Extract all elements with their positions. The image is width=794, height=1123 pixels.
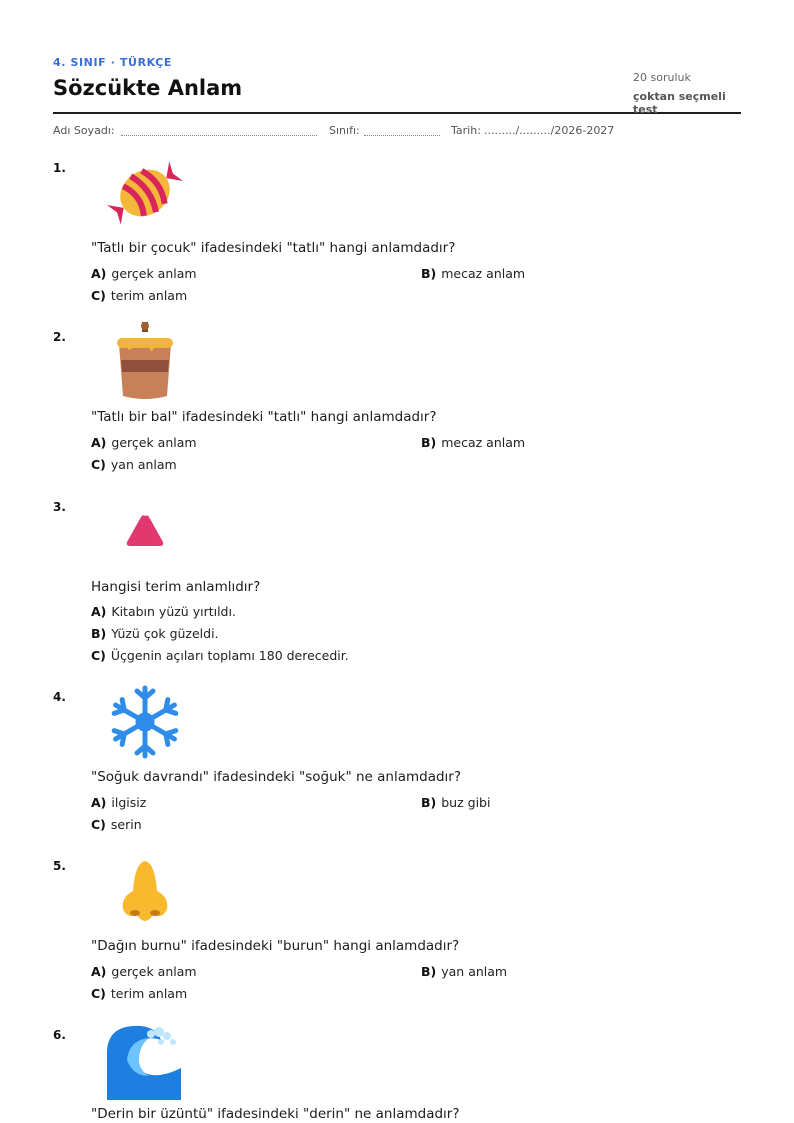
option-b[interactable]: B) Yüzü çok güzeldi. <box>91 626 219 641</box>
page-title: Sözcükte Anlam <box>53 76 243 100</box>
student-info-line <box>53 124 741 140</box>
question-2 <box>53 330 741 480</box>
class-blank[interactable] <box>364 135 440 136</box>
test-type: çoktan seçmeli test <box>633 90 726 116</box>
option-a[interactable]: A) gerçek anlam <box>91 435 197 450</box>
option-b[interactable]: B) mecaz anlam <box>421 266 526 281</box>
option-b[interactable]: B) mecaz anlam <box>421 435 526 450</box>
class-label: Sınıfı: <box>329 124 360 137</box>
snowflake-icon <box>105 682 185 762</box>
option-c[interactable]: C) Üçgenin açıları toplamı 180 derecedir. <box>91 648 349 663</box>
question-1 <box>53 161 741 311</box>
triangle-icon <box>105 492 185 572</box>
option-b[interactable]: B) buz gibi <box>421 795 491 810</box>
name-label: Adı Soyadı: <box>53 124 115 137</box>
option-c[interactable]: C) terim anlam <box>91 288 188 303</box>
option-a[interactable]: A) gerçek anlam <box>91 964 197 979</box>
name-blank[interactable] <box>121 135 317 136</box>
nose-icon <box>105 851 185 931</box>
question-text: "Tatlı bir bal" ifadesindeki "tatlı" hangi anlamdadır? <box>91 409 437 425</box>
question-number: 3. <box>53 500 66 514</box>
question-text: "Derin bir üzüntü" ifadesindeki "derin" ne anlamdadır? <box>91 1106 460 1122</box>
question-number: 2. <box>53 330 66 344</box>
date-value: ........./........./2026-2027 <box>484 124 615 137</box>
candy-icon <box>105 153 185 233</box>
option-c[interactable]: C) yan anlam <box>91 457 177 472</box>
option-b[interactable]: B) yan anlam <box>421 964 508 979</box>
question-5 <box>53 859 741 1009</box>
option-c[interactable]: C) terim anlam <box>91 986 188 1001</box>
question-3 <box>53 500 741 670</box>
date-label: Tarih: <box>451 124 481 137</box>
question-6 <box>53 1028 741 1123</box>
question-text: "Soğuk davrandı" ifadesindeki "soğuk" ne anlamdadır? <box>91 769 462 785</box>
grade-label: 4. SINIF · TÜRKÇE <box>53 56 173 69</box>
option-a[interactable]: A) Kitabın yüzü yırtıldı. <box>91 604 236 619</box>
question-text: "Tatlı bir çocuk" ifadesindeki "tatlı" hangi anlamdadır? <box>91 240 456 256</box>
question-number: 1. <box>53 161 66 175</box>
option-a[interactable]: A) ilgisiz <box>91 795 147 810</box>
question-count: 20 soruluk <box>633 71 691 84</box>
option-c[interactable]: C) serin <box>91 817 142 832</box>
question-number: 5. <box>53 859 66 873</box>
question-number: 4. <box>53 690 66 704</box>
header <box>53 54 741 114</box>
question-text: Hangisi terim anlamlıdır? <box>91 579 261 595</box>
question-text: "Dağın burnu" ifadesindeki "burun" hangi anlamdadır? <box>91 938 460 954</box>
option-a[interactable]: A) gerçek anlam <box>91 266 197 281</box>
worksheet-page <box>53 0 741 1123</box>
question-4 <box>53 690 741 840</box>
honey-pot-icon <box>105 322 185 402</box>
question-number: 6. <box>53 1028 66 1042</box>
wave-icon <box>105 1020 185 1100</box>
